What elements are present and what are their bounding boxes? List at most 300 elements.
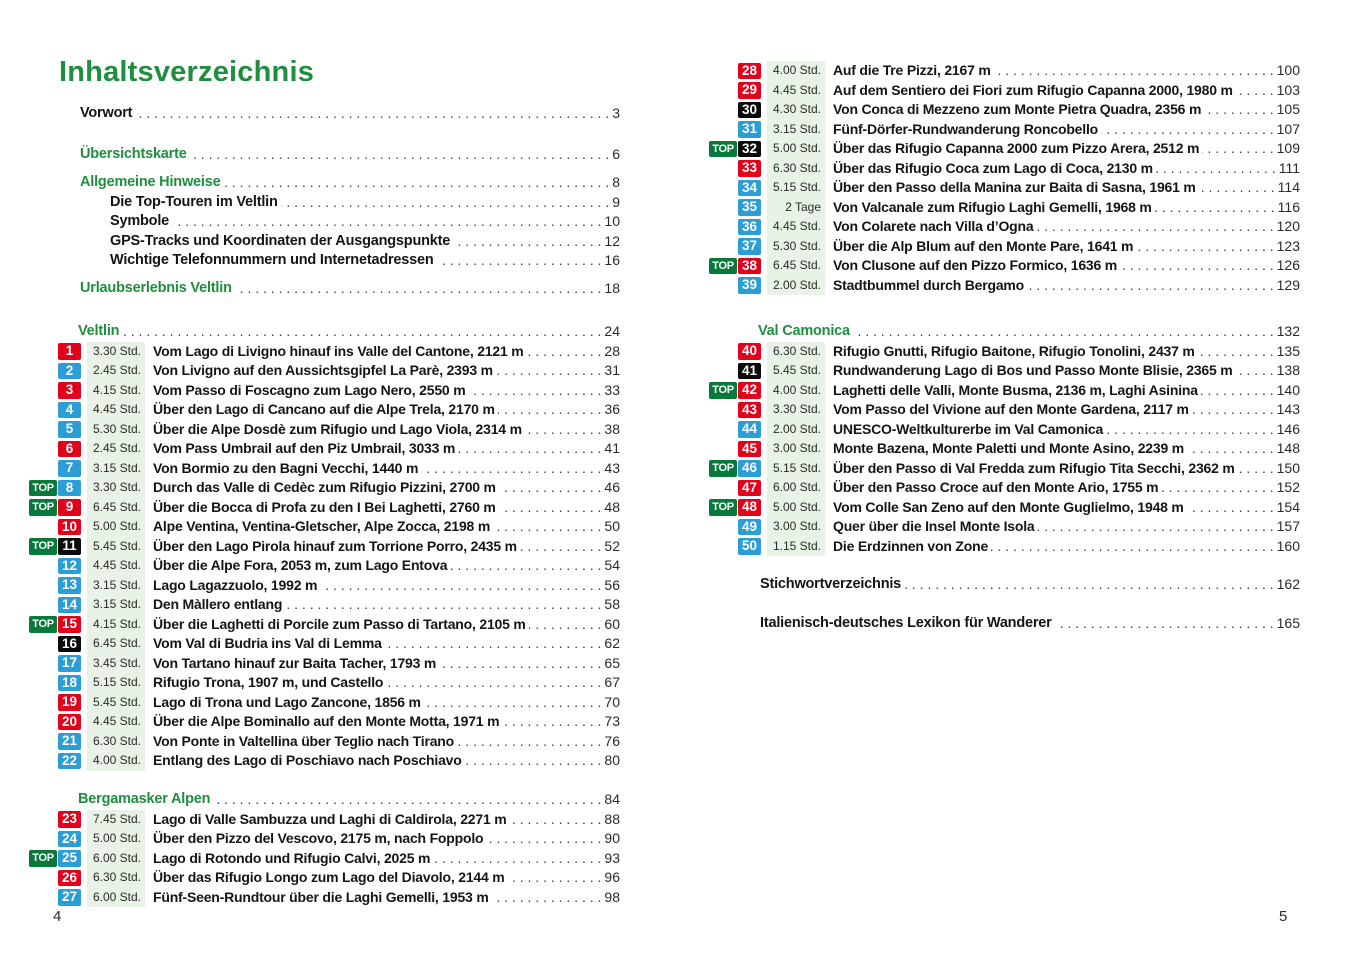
dot-leader (223, 173, 609, 193)
tour-title: Über das Rifugio Longo zum Lago del Diavolo, 2144 m (153, 869, 505, 885)
dot-leader (1106, 420, 1274, 440)
tour-title: Lago Lagazzuolo, 1992 m (153, 576, 318, 593)
page-number: 154 (1276, 498, 1300, 515)
toc-entry-row (28, 751, 620, 771)
page-number: 31 (604, 362, 620, 378)
tour-duration: 4.15 Std. (87, 615, 145, 635)
top-badge-cell (708, 120, 737, 140)
dot-leader (424, 693, 602, 713)
tour-title: Von Ponte in Valtellina über Teglio nach Tirano (153, 732, 454, 749)
tour-duration: 2.45 Std. (87, 361, 145, 381)
top-badge-cell (708, 256, 737, 276)
front-matter-group (28, 145, 620, 165)
page-number: 62 (604, 635, 620, 651)
page-number: 129 (1276, 276, 1300, 293)
dot-leader (1198, 342, 1274, 362)
tour-duration: 4.45 Std. (767, 81, 825, 101)
tour-duration: 6.30 Std. (87, 868, 145, 888)
top-badge-cell (708, 178, 737, 198)
tour-title: Entlang des Lago di Poschiavo nach Poschiavo (153, 752, 462, 768)
dot-leader (486, 829, 601, 849)
dot-leader (502, 712, 601, 732)
front-matter-label: Vorwort (80, 105, 133, 121)
top-badge-cell (28, 342, 57, 362)
toc-entry-row (708, 256, 1300, 276)
top-badge-cell (708, 139, 737, 159)
dot-leader (468, 381, 601, 401)
tour-title: Auf dem Sentiero dei Fiori zum Rifugio Capanna 2000, 1980 m (833, 81, 1233, 98)
toc-entry-row (28, 342, 620, 362)
tour-title: Über den Lago Pirola hinauf zum Torrione Porro, 2435 m (153, 537, 517, 554)
toc-entry-row (28, 712, 620, 732)
page-number: 18 (604, 279, 620, 296)
page-number: 107 (1276, 120, 1300, 137)
top-badge-cell (708, 159, 737, 179)
tour-number-badge: 32 (738, 141, 761, 158)
dot-leader (493, 517, 601, 537)
front-matter-label: Übersichtskarte (80, 145, 187, 162)
tour-title: Die Erdzinnen von Zone (833, 537, 989, 554)
top-badge-cell (28, 654, 57, 674)
tour-number-badge: 39 (738, 277, 761, 294)
page-number: 9 (612, 193, 620, 210)
page-number: 12 (604, 232, 620, 249)
top-badge-cell (708, 439, 737, 459)
tour-duration: 5.15 Std. (767, 178, 825, 198)
tour-title: Den Màllero entlang (153, 596, 283, 612)
page-number: 56 (604, 576, 620, 593)
tour-number-badge: 8 (58, 480, 81, 497)
tour-duration: 3.30 Std. (87, 478, 145, 498)
toc-entry-row (708, 498, 1300, 518)
page-number: 98 (604, 888, 620, 905)
tour-duration: 5.30 Std. (767, 237, 825, 257)
toc-entry-row (708, 159, 1300, 179)
page-number: 123 (1276, 237, 1300, 254)
top-badge-cell (28, 732, 57, 752)
page-number: 41 (604, 440, 620, 456)
tour-title: Über die Alpe Fora, 2053 m, zum Lago Entova (153, 557, 448, 573)
tour-duration: 1.15 Std. (767, 537, 825, 557)
tour-title: Über den Lago di Cancano auf die Alpe Trela, 2170 m (153, 401, 495, 417)
dot-leader (437, 251, 602, 271)
page-number: 58 (604, 596, 620, 612)
tour-title: Über den Passo della Manina zur Baita di Sasna, 1961 m (833, 179, 1196, 195)
toc-section (28, 322, 620, 771)
page-number: 52 (604, 537, 620, 554)
page-number: 65 (604, 654, 620, 671)
tour-title: Lago di Valle Sambuzza und Laghi di Caldirola, 2271 m (153, 810, 507, 827)
tour-duration: 3.30 Std. (87, 342, 145, 362)
tour-number-badge: 13 (58, 577, 81, 594)
tour-title: Vom Val di Budria ins Val di Lemma (153, 635, 382, 651)
tour-duration: 3.15 Std. (767, 120, 825, 140)
tour-number-badge: 40 (738, 343, 761, 360)
dot-leader (1155, 198, 1275, 218)
tour-duration: 5.45 Std. (87, 693, 145, 713)
page-number: 90 (604, 830, 620, 846)
top-badge-cell (28, 459, 57, 479)
page-number: 100 (1276, 62, 1300, 78)
top-badge-cell (28, 556, 57, 576)
tour-title: Von Valcanale zum Rifugio Laghi Gemelli, 1968 m (833, 198, 1152, 215)
top-badge-cell (28, 888, 57, 908)
top-badge-cell (28, 751, 57, 771)
dot-leader (904, 575, 1274, 595)
back-matter-row (708, 575, 1300, 595)
dot-leader (122, 322, 601, 342)
top-badge-cell (28, 400, 57, 420)
top-badge: TOP (709, 460, 737, 477)
section-heading-label: Veltlin (78, 323, 120, 339)
dot-leader (172, 212, 601, 232)
toc-entry-row (28, 420, 620, 440)
top-badge-cell (28, 693, 57, 713)
tour-number-badge: 5 (58, 421, 81, 438)
toc-entry-row (708, 81, 1300, 101)
tour-title: Laghetti delle Valli, Monte Busma, 2136 m, Laghi Asinina (833, 381, 1198, 398)
tour-number-badge: 24 (58, 831, 81, 848)
dot-leader (213, 790, 601, 810)
dot-leader (1187, 439, 1274, 459)
top-badge: TOP (29, 850, 57, 867)
tour-title: Von Conca di Mezzeno zum Monte Pietra Quadra, 2356 m (833, 101, 1202, 117)
tour-number-badge: 2 (58, 363, 81, 380)
tour-number-badge: 42 (738, 382, 761, 399)
tour-number-badge: 26 (58, 870, 81, 887)
section-heading-label: Val Camonica (758, 323, 850, 339)
page-number: 143 (1276, 401, 1300, 417)
section-heading-row (28, 322, 620, 342)
page-number: 48 (604, 498, 620, 515)
top-badge-cell (28, 537, 57, 557)
page-number: 152 (1276, 479, 1300, 495)
page-number: 96 (604, 869, 620, 885)
toc-entry-row (28, 478, 620, 498)
tour-number-badge: 9 (58, 499, 81, 516)
front-matter-row (28, 279, 620, 299)
tour-title: Über den Passo Croce auf den Monte Ario, 1755 m (833, 479, 1159, 495)
dot-leader (527, 342, 602, 362)
toc-entry-row (708, 381, 1300, 401)
page-number: 36 (604, 401, 620, 417)
tour-title: Fünf-Seen-Rundtour über die Laghi Gemelli, 1953 m (153, 888, 489, 905)
tour-title: Vom Passo di Foscagno zum Lago Nero, 2550 m (153, 381, 466, 398)
section-heading-row (708, 322, 1300, 342)
tour-title: Vom Colle San Zeno auf den Monte Guglielmo, 1948 m (833, 498, 1184, 515)
page-number: 67 (604, 674, 620, 690)
top-badge-cell (28, 615, 57, 635)
tour-duration: 5.15 Std. (87, 673, 145, 693)
top-badge-cell (708, 498, 737, 518)
toc-entry-row (708, 61, 1300, 81)
tour-title: Über die Alpe Dosdè zum Rifugio und Lago Viola, 2314 m (153, 420, 522, 437)
tour-title: Vom Passo del Vivione auf den Monte Gardena, 2117 m (833, 401, 1189, 417)
page-number: 60 (604, 615, 620, 632)
tour-title: Alpe Ventina, Ventina-Gletscher, Alpe Zocca, 2198 m (153, 518, 491, 534)
toc-entry-row (708, 420, 1300, 440)
page-number: 6 (612, 145, 620, 162)
front-matter-label: Urlaubserlebnis Veltlin (80, 279, 232, 296)
tour-number-badge: 10 (58, 519, 81, 536)
tour-number-badge: 28 (738, 63, 761, 80)
tour-number-badge: 38 (738, 258, 761, 275)
tour-title: Von Tartano hinauf zur Baita Tacher, 1793 m (153, 654, 437, 671)
page-number: 105 (1276, 101, 1300, 117)
dot-leader (450, 556, 601, 576)
toc-entry-row (28, 654, 620, 674)
top-badge-cell (708, 478, 737, 498)
tour-title: Lago di Trona und Lago Zancone, 1856 m (153, 693, 421, 710)
tour-title: Über das Rifugio Coca zum Lago di Coca, 2130 m (833, 159, 1153, 176)
top-badge-cell (28, 498, 57, 518)
toc-entry-row (708, 100, 1300, 120)
dot-leader (281, 193, 610, 213)
tour-title: Fünf-Dörfer-Rundwanderung Roncobello (833, 120, 1098, 137)
tour-number-badge: 37 (738, 238, 761, 255)
tour-title: Lago di Rotondo und Rifugio Calvi, 2025 m (153, 849, 431, 866)
tour-duration: 4.00 Std. (87, 751, 145, 771)
tour-title: Monte Bazena, Monte Paletti und Monte Asino, 2239 m (833, 440, 1184, 456)
dot-leader (498, 400, 602, 420)
tour-duration: 4.00 Std. (767, 381, 825, 401)
dot-leader (1236, 361, 1274, 381)
top-badge-cell (708, 276, 737, 296)
tour-title: Über den Pizzo del Vescovo, 2175 m, nach Foppolo (153, 830, 484, 846)
page-number: 46 (604, 479, 620, 495)
page-number: 157 (1276, 518, 1300, 534)
toc-entry-row (708, 361, 1300, 381)
top-badge-cell (708, 537, 737, 557)
dot-leader (1055, 614, 1274, 634)
tour-title: Von Clusone auf den Pizzo Formico, 1636 m (833, 257, 1118, 273)
page-number: 165 (1276, 615, 1300, 631)
tour-title: Durch das Valle di Cedèc zum Rifugio Pizzini, 2700 m (153, 479, 496, 495)
tour-number-badge: 15 (58, 616, 81, 633)
tour-duration: 6.30 Std. (767, 159, 825, 179)
toc-entry-row (708, 342, 1300, 362)
top-badge: TOP (709, 141, 737, 158)
page-number: 84 (604, 791, 620, 807)
tour-title: Quer über die Insel Monte Isola (833, 518, 1035, 534)
tour-number-badge: 34 (738, 180, 761, 197)
toc-entry-row (28, 556, 620, 576)
front-matter-label: Wichtige Telefonnummern und Internetadressen (110, 252, 434, 268)
top-badge: TOP (29, 480, 57, 497)
section-heading-label: Bergamasker Alpen (78, 791, 211, 807)
dot-leader (1199, 178, 1275, 198)
front-matter-row (28, 251, 620, 271)
back-matter-list (708, 575, 1300, 634)
toc-entry-row (28, 829, 620, 849)
tour-duration: 5.15 Std. (767, 459, 825, 479)
top-badge-cell (28, 361, 57, 381)
page-number: 120 (1276, 218, 1300, 234)
page-number: 28 (604, 342, 620, 359)
toc-column-left (28, 322, 620, 907)
tour-number-badge: 33 (738, 160, 761, 177)
tour-title: Von Colarete nach Villa d’Ogna (833, 218, 1034, 234)
tour-title: Über die Alp Blum auf den Monte Pare, 1641 m (833, 237, 1134, 254)
toc-entry-row (708, 198, 1300, 218)
dot-leader (529, 615, 602, 635)
tour-number-badge: 21 (58, 733, 81, 750)
tour-duration: 6.00 Std. (87, 849, 145, 869)
tour-duration: 2.00 Std. (767, 420, 825, 440)
page-number: 43 (604, 459, 620, 476)
dot-leader (465, 751, 602, 771)
dot-leader (499, 498, 602, 518)
tour-number-badge: 41 (738, 363, 761, 380)
toc-entry-row (28, 576, 620, 596)
tour-number-badge: 18 (58, 675, 81, 692)
toc-entry-row (708, 217, 1300, 237)
tour-title: Über die Laghetti di Porcile zum Passo di Tartano, 2105 m (153, 615, 526, 632)
tour-duration: 5.45 Std. (767, 361, 825, 381)
toc-section (28, 790, 620, 907)
tour-number-badge: 23 (58, 811, 81, 828)
dot-leader (1156, 159, 1276, 179)
page-number: 10 (604, 213, 620, 229)
front-matter-row (28, 232, 620, 252)
toc-entry-row (28, 400, 620, 420)
tour-number-badge: 11 (58, 538, 81, 555)
top-badge-cell (28, 634, 57, 654)
front-matter-label: Die Top-Touren im Veltlin (110, 193, 278, 210)
toc-entry-row (28, 537, 620, 557)
tour-duration: 2.45 Std. (87, 439, 145, 459)
page-number: 132 (1276, 323, 1300, 339)
toc-entry-row (28, 810, 620, 830)
tour-title: Über die Bocca di Profa zu den I Bei Laghetti, 2760 m (153, 498, 496, 515)
top-badge: TOP (709, 258, 737, 275)
top-badge-cell (708, 517, 737, 537)
tour-number-badge: 31 (738, 121, 761, 138)
dot-leader (1204, 100, 1273, 120)
page-number: 73 (604, 713, 620, 729)
tour-duration: 4.45 Std. (87, 712, 145, 732)
front-matter-row (28, 212, 620, 232)
dot-leader (320, 576, 601, 596)
page-number: 150 (1276, 459, 1300, 476)
top-badge: TOP (29, 538, 57, 555)
page-number: 135 (1276, 342, 1300, 359)
dot-leader (499, 478, 602, 498)
tour-number-badge: 19 (58, 694, 81, 711)
tour-number-badge: 12 (58, 558, 81, 575)
toc-entry-row (28, 595, 620, 615)
tour-title: Rifugio Gnutti, Rifugio Baitone, Rifugio Tonolini, 2437 m (833, 342, 1195, 359)
folio-right: 5 (1279, 908, 1288, 925)
tour-number-badge: 4 (58, 402, 81, 419)
page-number: 8 (612, 174, 620, 190)
dot-leader (1101, 120, 1274, 140)
dot-leader (1236, 81, 1274, 101)
tour-duration: 3.45 Std. (87, 654, 145, 674)
top-badge-cell (28, 810, 57, 830)
tour-title: Vom Lago di Livigno hinauf ins Valle del Cantone, 2121 m (153, 342, 524, 359)
front-matter-row (28, 104, 620, 124)
dot-leader (1238, 459, 1274, 479)
tour-number-badge: 22 (58, 753, 81, 770)
page-number: 16 (604, 252, 620, 268)
page-number: 148 (1276, 440, 1300, 456)
toc-entry-row (28, 732, 620, 752)
dot-leader (421, 459, 601, 479)
top-badge-cell (708, 459, 737, 479)
front-matter-label: Symbole (110, 213, 170, 229)
page-number: 126 (1276, 257, 1300, 273)
dot-leader (135, 104, 609, 124)
dot-leader (1036, 217, 1273, 237)
page-number: 162 (1276, 576, 1300, 592)
tour-number-badge: 3 (58, 382, 81, 399)
page-number: 88 (604, 810, 620, 827)
tour-duration: 5.00 Std. (87, 517, 145, 537)
page-number: 111 (1278, 159, 1300, 176)
tour-number-badge: 50 (738, 538, 761, 555)
page-number: 80 (604, 752, 620, 768)
page-number: 38 (604, 420, 620, 437)
page-number: 116 (1277, 198, 1300, 215)
tour-duration: 5.00 Std. (767, 139, 825, 159)
page-number: 138 (1276, 362, 1300, 378)
dot-leader (853, 322, 1274, 342)
tour-duration: 4.45 Std. (87, 400, 145, 420)
page-number: 50 (604, 518, 620, 534)
dot-leader (1038, 517, 1274, 537)
front-matter-row (28, 173, 620, 193)
dot-leader (1201, 381, 1274, 401)
tour-duration: 6.45 Std. (87, 498, 145, 518)
top-badge-cell (28, 517, 57, 537)
toc-entry-row (28, 381, 620, 401)
front-matter-row (28, 193, 620, 213)
toc-entry-row (28, 673, 620, 693)
front-matter-label: Allgemeine Hinweise (80, 174, 221, 190)
toc-entry-row (28, 361, 620, 381)
folio-left: 4 (53, 908, 62, 925)
tour-duration: 6.00 Std. (87, 888, 145, 908)
page-title: Inhaltsverzeichnis (59, 56, 315, 88)
toc-entry-row (28, 498, 620, 518)
tour-duration: 2.00 Std. (767, 276, 825, 296)
dot-leader (994, 61, 1274, 81)
dot-leader (386, 673, 601, 693)
toc-column-right (708, 61, 1300, 634)
toc-entry-row (28, 868, 620, 888)
tour-title: Stadtbummel durch Bergamo (833, 276, 1025, 293)
dot-leader (457, 732, 601, 752)
tour-number-badge: 29 (738, 82, 761, 99)
top-badge-cell (28, 478, 57, 498)
back-matter-row (708, 614, 1300, 634)
dot-leader (433, 849, 601, 869)
tour-title: Über die Alpe Bominallo auf den Monte Motta, 1971 m (153, 713, 500, 729)
toc-entry-row (28, 693, 620, 713)
toc-entry-row (708, 120, 1300, 140)
tour-duration: 5.45 Std. (87, 537, 145, 557)
front-matter-label: GPS-Tracks und Koordinaten der Ausgangspunkte (110, 232, 451, 249)
tour-number-badge: 44 (738, 421, 761, 438)
top-badge-cell (28, 829, 57, 849)
back-matter-label: Italienisch-deutsches Lexikon für Wanderer (760, 615, 1052, 631)
tour-number-badge: 20 (58, 714, 81, 731)
dot-leader (453, 232, 601, 252)
tour-duration: 6.00 Std. (767, 478, 825, 498)
top-badge: TOP (709, 499, 737, 516)
front-matter-list (28, 104, 620, 298)
